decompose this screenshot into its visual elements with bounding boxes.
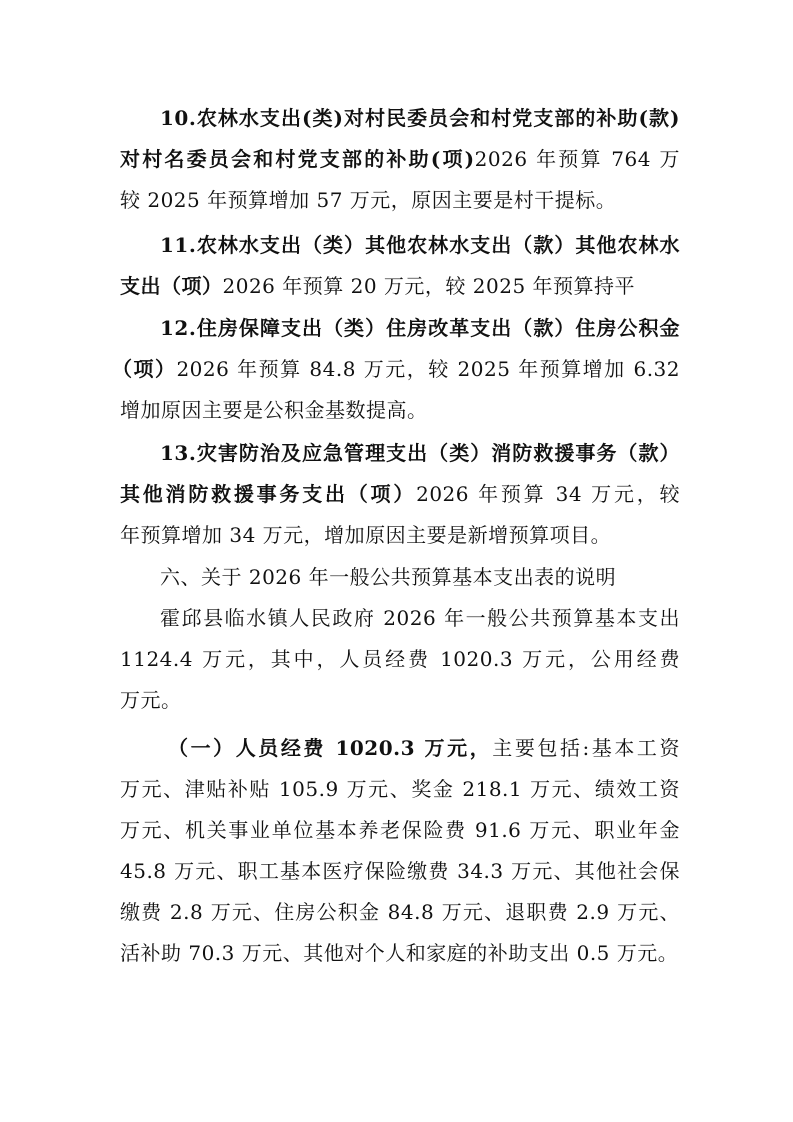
item11-line2-rest: 2026 年预算 20 万元，较 2025 年预算持平	[222, 274, 636, 298]
section6-paragraph-line2: 1124.4 万元，其中，人员经费 1020.3 万元，公用经费	[120, 647, 680, 671]
item12-line2-rest: 2026 年预算 84.8 万元，较 2025 年预算增加 6.32	[176, 357, 680, 381]
personnel-line6: 活补助 70.3 万元、其他对个人和家庭的补助支出 0.5 万元。	[120, 941, 679, 965]
personnel-line3: 万元、机关事业单位基本养老保险费 91.6 万元、职业年金	[120, 818, 680, 842]
item13-heading-line1: 13.灾害防治及应急管理支出（类）消防救援事务（款）	[160, 441, 680, 465]
item11-line2	[120, 271, 680, 301]
personnel-heading: （一）人员经费 1020.3 万元，	[168, 736, 493, 760]
personnel-line1-rest: 主要包括:基本工资	[492, 736, 680, 760]
personnel-line2: 万元、津贴补贴 105.9 万元、奖金 218.1 万元、绩效工资	[120, 777, 680, 801]
section6-paragraph-line3: 万元。	[120, 688, 182, 712]
item10-heading-line1: 10.农林水支出(类)对村民委员会和村党支部的补助(款)	[160, 106, 680, 130]
personnel-line5: 缴费 2.8 万元、住房公积金 84.8 万元、退职费 2.9 万元、	[120, 900, 680, 924]
item12-heading-line2: （项）	[112, 357, 177, 381]
section6-heading: 六、关于 2026 年一般公共预算基本支出表的说明	[160, 565, 617, 589]
personnel-line4: 45.8 万元、职工基本医疗保险缴费 34.3 万元、其他社会保	[120, 859, 680, 883]
item13-line2	[120, 479, 680, 509]
section6-paragraph-line1: 霍邱县临水镇人民政府 2026 年一般公共预算基本支出	[160, 606, 680, 630]
item10-heading-line2: 对村名委员会和村党支部的补助(项)	[120, 147, 475, 171]
item10-line2-rest: 2026 年预算 764 万	[474, 147, 680, 171]
item11-heading-line2: 支出（项）	[120, 274, 223, 298]
item12-heading-line1: 12.住房保障支出（类）住房改革支出（款）住房公积金	[160, 316, 680, 340]
item12-line3: 增加原因主要是公积金基数提高。	[120, 398, 428, 422]
item13-line2-rest: 2026 年预算 34 万元，较	[416, 482, 680, 506]
item10-line2	[120, 144, 680, 174]
item11-heading-line1: 11.农林水支出（类）其他农林水支出（款）其他农林水	[160, 233, 680, 257]
item12-line2	[112, 354, 680, 384]
item13-line3: 年预算增加 34 万元，增加原因主要是新增预算项目。	[120, 523, 612, 547]
item13-heading-line2: 其他消防救援事务支出（项）	[120, 482, 417, 506]
personnel-line1	[168, 733, 680, 763]
item10-line3: 较 2025 年预算增加 57 万元，原因主要是村干提标。	[120, 188, 617, 212]
